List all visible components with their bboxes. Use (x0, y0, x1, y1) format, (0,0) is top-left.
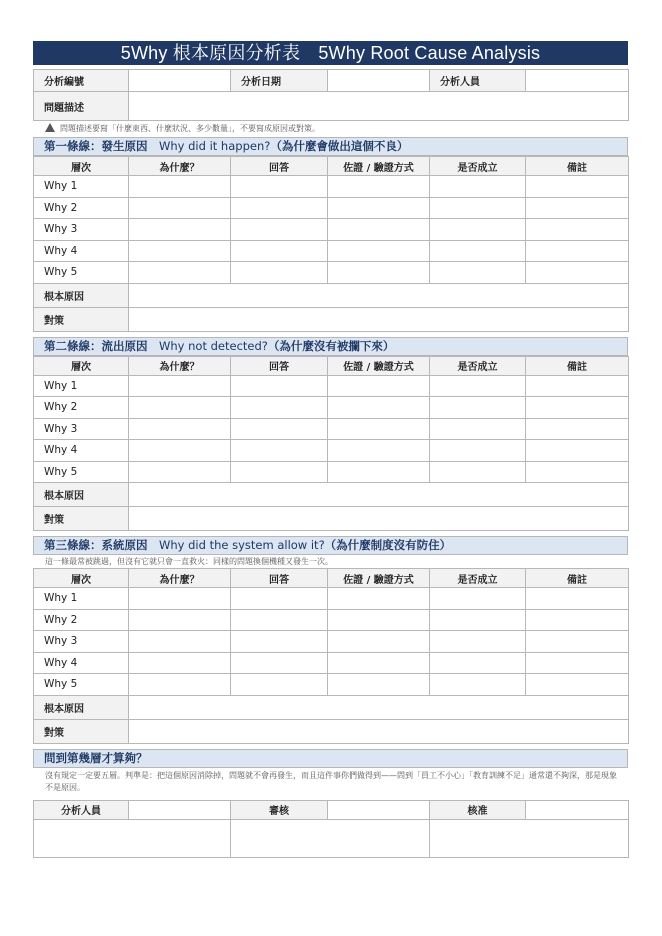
answer-cell[interactable] (231, 240, 328, 262)
problem-note-text: 問題描述要寫「什麼東西、什麼狀況、多少數量」，不要寫成原因或對策。 (60, 124, 320, 133)
remark-cell[interactable] (526, 418, 629, 440)
problem-field[interactable] (129, 92, 629, 121)
form-title: 5Why 根本原因分析表 5Why Root Cause Analysis (33, 41, 628, 65)
why-label: Why 5 (34, 262, 129, 284)
section-1-title-tail: （為什麼會做出這個不良） (270, 139, 409, 153)
col-evidence: 佐證 / 驗證方式 (328, 569, 430, 588)
table-row (34, 588, 629, 610)
answer-cell[interactable] (231, 461, 328, 483)
why-cell[interactable] (129, 631, 231, 653)
analysis-no-label: 分析編號 (34, 70, 129, 92)
root-cause-field[interactable] (129, 283, 629, 307)
why-cell[interactable] (129, 219, 231, 241)
why-cell[interactable] (129, 418, 231, 440)
table-row (34, 631, 629, 653)
col-valid: 是否成立 (430, 569, 526, 588)
valid-cell[interactable] (430, 461, 526, 483)
why-label: Why 1 (34, 375, 129, 397)
col-valid: 是否成立 (430, 356, 526, 375)
col-level: 層次 (34, 356, 129, 375)
col-remark: 備註 (526, 356, 629, 375)
table-row (34, 418, 629, 440)
valid-cell[interactable] (430, 631, 526, 653)
root-cause-label: 根本原因 (34, 283, 129, 307)
why-cell[interactable] (129, 588, 231, 610)
signoff-approve-label: 核准 (430, 800, 526, 819)
valid-cell[interactable] (430, 588, 526, 610)
why-cell[interactable] (129, 397, 231, 419)
why-label: Why 5 (34, 674, 129, 696)
answer-cell[interactable] (231, 197, 328, 219)
valid-cell[interactable] (430, 418, 526, 440)
evidence-cell[interactable] (328, 375, 430, 397)
col-valid: 是否成立 (430, 157, 526, 176)
why-label: Why 3 (34, 418, 129, 440)
signoff-table (33, 800, 629, 858)
signoff-approve-field[interactable] (526, 800, 629, 819)
valid-cell[interactable] (430, 197, 526, 219)
remark-cell[interactable] (526, 609, 629, 631)
remark-cell[interactable] (526, 240, 629, 262)
table-row (34, 197, 629, 219)
evidence-cell[interactable] (328, 588, 430, 610)
col-answer: 回答 (231, 157, 328, 176)
table-row (34, 375, 629, 397)
remark-cell[interactable] (526, 176, 629, 198)
evidence-cell[interactable] (328, 652, 430, 674)
remark-cell[interactable] (526, 461, 629, 483)
why-label: Why 1 (34, 588, 129, 610)
section-1-title-en: Why did it happen? (159, 139, 271, 153)
section-2-title-zh: 第二條線：流出原因 (44, 338, 148, 353)
answer-cell[interactable] (231, 418, 328, 440)
col-evidence: 佐證 / 驗證方式 (328, 356, 430, 375)
why-cell[interactable] (129, 375, 231, 397)
table-row (34, 240, 629, 262)
section-3-title-tail: （為什麼制度沒有防住） (324, 538, 452, 552)
col-evidence: 佐證 / 驗證方式 (328, 157, 430, 176)
signoff-review-sign[interactable] (231, 819, 430, 857)
warning-icon (45, 123, 55, 132)
col-level: 層次 (34, 569, 129, 588)
remark-cell[interactable] (526, 588, 629, 610)
answer-cell[interactable] (231, 674, 328, 696)
evidence-cell[interactable] (328, 219, 430, 241)
why-cell[interactable] (129, 440, 231, 462)
answer-cell[interactable] (231, 262, 328, 284)
root-cause-field[interactable] (129, 695, 629, 719)
why-label: Why 1 (34, 176, 129, 198)
why-label: Why 3 (34, 631, 129, 653)
table-row (34, 219, 629, 241)
countermeasure-field[interactable] (129, 719, 629, 743)
why-cell[interactable] (129, 176, 231, 198)
section-2-title-tail: （為什麼沒有被攔下來） (267, 338, 395, 353)
analyst-label: 分析人員 (430, 70, 526, 92)
valid-cell[interactable] (430, 176, 526, 198)
evidence-cell[interactable] (328, 197, 430, 219)
signoff-review-field[interactable] (328, 800, 430, 819)
remark-cell[interactable] (526, 652, 629, 674)
section-3-table (33, 568, 629, 744)
remark-cell[interactable] (526, 197, 629, 219)
remark-cell[interactable] (526, 440, 629, 462)
valid-cell[interactable] (430, 375, 526, 397)
section-1-title (33, 137, 628, 156)
section-3-note: 這一條最常被跳過，但沒有它就只會一直救火：同樣的問題換個機種又發生一次。 (45, 557, 333, 566)
evidence-cell[interactable] (328, 397, 430, 419)
countermeasure-field[interactable] (129, 507, 629, 531)
section-2-title (33, 337, 628, 356)
root-cause-field[interactable] (129, 483, 629, 507)
signoff-analyst-field[interactable] (129, 800, 231, 819)
table-row (34, 609, 629, 631)
section-2-table (33, 356, 629, 532)
valid-cell[interactable] (430, 219, 526, 241)
question-title: 問到第幾層才算夠？ (33, 749, 628, 768)
remark-cell[interactable] (526, 674, 629, 696)
signoff-approve-sign[interactable] (430, 819, 629, 857)
section-3-title-zh: 第三條線：系統原因 (44, 538, 148, 552)
remark-cell[interactable] (526, 262, 629, 284)
answer-cell[interactable] (231, 219, 328, 241)
evidence-cell[interactable] (328, 418, 430, 440)
why-label: Why 2 (34, 397, 129, 419)
table-row (34, 262, 629, 284)
table-row (34, 397, 629, 419)
section-3-title (33, 536, 628, 555)
col-why: 為什麼？ (129, 569, 231, 588)
answer-cell[interactable] (231, 176, 328, 198)
header-table (33, 69, 629, 121)
answer-cell[interactable] (231, 440, 328, 462)
root-cause-label: 根本原因 (34, 483, 129, 507)
answer-cell[interactable] (231, 631, 328, 653)
evidence-cell[interactable] (328, 609, 430, 631)
why-label: Why 2 (34, 609, 129, 631)
why-cell[interactable] (129, 197, 231, 219)
answer-cell[interactable] (231, 397, 328, 419)
col-why: 為什麼？ (129, 356, 231, 375)
why-cell[interactable] (129, 674, 231, 696)
col-answer: 回答 (231, 356, 328, 375)
analysis-date-label: 分析日期 (231, 70, 328, 92)
signoff-analyst-label: 分析人員 (34, 800, 129, 819)
valid-cell[interactable] (430, 262, 526, 284)
signoff-review-label: 審核 (231, 800, 328, 819)
table-row (34, 652, 629, 674)
section-1-table (33, 156, 629, 332)
countermeasure-label: 對策 (34, 507, 129, 531)
col-remark: 備註 (526, 157, 629, 176)
evidence-cell[interactable] (328, 176, 430, 198)
remark-cell[interactable] (526, 631, 629, 653)
answer-cell[interactable] (231, 652, 328, 674)
valid-cell[interactable] (430, 609, 526, 631)
answer-cell[interactable] (231, 588, 328, 610)
evidence-cell[interactable] (328, 631, 430, 653)
col-level: 層次 (34, 157, 129, 176)
valid-cell[interactable] (430, 397, 526, 419)
rca-form (33, 41, 628, 858)
why-cell[interactable] (129, 652, 231, 674)
section-3-title-en: Why did the system allow it? (159, 538, 325, 552)
signoff-analyst-sign[interactable] (34, 819, 231, 857)
evidence-cell[interactable] (328, 674, 430, 696)
evidence-cell[interactable] (328, 240, 430, 262)
table-row (34, 440, 629, 462)
remark-cell[interactable] (526, 375, 629, 397)
why-cell[interactable] (129, 262, 231, 284)
col-answer: 回答 (231, 569, 328, 588)
root-cause-label: 根本原因 (34, 695, 129, 719)
answer-cell[interactable] (231, 375, 328, 397)
section-1-title-zh: 第一條線：發生原因 (44, 139, 148, 153)
why-label: Why 4 (34, 440, 129, 462)
evidence-cell[interactable] (328, 262, 430, 284)
valid-cell[interactable] (430, 652, 526, 674)
answer-cell[interactable] (231, 609, 328, 631)
why-label: Why 4 (34, 652, 129, 674)
col-why: 為什麼？ (129, 157, 231, 176)
countermeasure-field[interactable] (129, 307, 629, 331)
valid-cell[interactable] (430, 440, 526, 462)
evidence-cell[interactable] (328, 440, 430, 462)
valid-cell[interactable] (430, 674, 526, 696)
table-row (34, 674, 629, 696)
why-label: Why 2 (34, 197, 129, 219)
section-2-title-en: Why not detected? (159, 338, 268, 353)
remark-cell[interactable] (526, 397, 629, 419)
countermeasure-label: 對策 (34, 719, 129, 743)
problem-note (33, 121, 628, 137)
countermeasure-label: 對策 (34, 307, 129, 331)
problem-label: 問題描述 (34, 92, 129, 121)
analysis-date-field[interactable] (328, 70, 430, 92)
why-cell[interactable] (129, 240, 231, 262)
why-label: Why 3 (34, 219, 129, 241)
evidence-cell[interactable] (328, 461, 430, 483)
table-row (34, 176, 629, 198)
analyst-field[interactable] (526, 70, 629, 92)
why-label: Why 5 (34, 461, 129, 483)
remark-cell[interactable] (526, 219, 629, 241)
why-cell[interactable] (129, 461, 231, 483)
valid-cell[interactable] (430, 240, 526, 262)
table-row (34, 461, 629, 483)
question-text: 沒有規定一定要五層。判準是：把這個原因消除掉，問題就不會再發生，而且這件事你們做得到——問到「員工不小心」「教育訓練不足」通常還不夠深，那是現象不是原因。 (45, 770, 617, 792)
why-label: Why 4 (34, 240, 129, 262)
why-cell[interactable] (129, 609, 231, 631)
col-remark: 備註 (526, 569, 629, 588)
analysis-no-field[interactable] (129, 70, 231, 92)
